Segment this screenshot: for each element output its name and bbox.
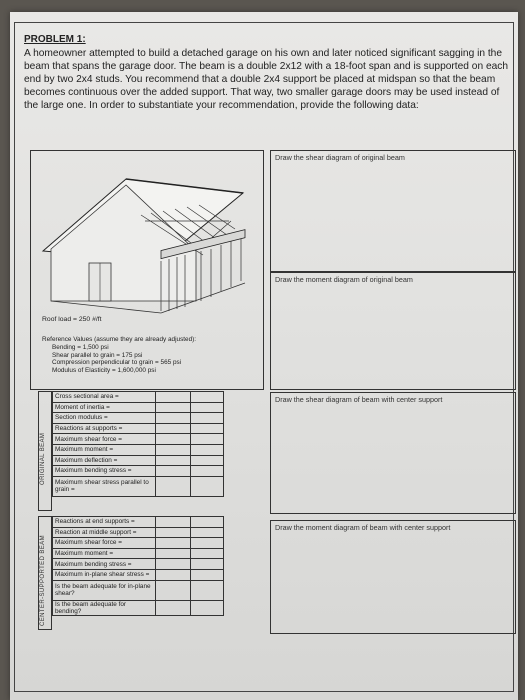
moment-diagram-original-box[interactable]: [270, 272, 516, 390]
answer-cell[interactable]: [191, 455, 224, 466]
row-label: Section modulus =: [53, 413, 156, 424]
answer-cell[interactable]: [191, 600, 224, 615]
answer-cell[interactable]: [191, 527, 224, 538]
moment-diagram-original-label: Draw the moment diagram of original beam: [275, 275, 413, 284]
original-beam-table: [52, 391, 224, 497]
answer-cell[interactable]: [191, 548, 224, 559]
answer-cell[interactable]: [156, 559, 191, 570]
reference-heading: Reference Values (assume they are already adjusted):: [42, 336, 197, 343]
table-row: [53, 434, 224, 445]
row-label: Maximum deflection =: [53, 455, 156, 466]
table-row: [53, 444, 224, 455]
answer-cell[interactable]: [156, 600, 191, 615]
reference-modulus: Modulus of Elasticity = 1,600,000 psi: [52, 367, 156, 375]
row-label: Moment of inertia =: [53, 402, 156, 413]
center-beam-side-label: CENTER-SUPPORTED BEAM: [40, 535, 46, 626]
row-label: Maximum moment =: [53, 444, 156, 455]
row-label: Is the beam adequate for bending?: [53, 600, 156, 615]
original-beam-side-label: ORIGINAL BEAM: [40, 432, 46, 485]
answer-cell[interactable]: [156, 434, 191, 445]
moment-diagram-center-box[interactable]: [270, 520, 516, 634]
answer-cell[interactable]: [156, 569, 191, 580]
problem-statement: A homeowner attempted to build a detached garage on his own and later noticed significant sagging in the beam that spans the garage door. The beam is a double 2x12 with a 18-foot span and is supported on each end by two 2x4 studs. You recommend that a double 2x4 support be placed at midspan so that the beam becomes continuous over the added support. That way, two smaller garage doors may be used instead of the large one. In order to substantiate your recommendation, provide the following data:: [24, 48, 509, 111]
row-label: Reactions at end supports =: [53, 517, 156, 528]
roof-load-label: Roof load = 250 #/ft: [42, 316, 102, 323]
table-row: [53, 600, 224, 615]
answer-cell[interactable]: [156, 455, 191, 466]
answer-cell[interactable]: [156, 517, 191, 528]
answer-cell[interactable]: [191, 559, 224, 570]
row-label: Cross sectional area =: [53, 392, 156, 403]
table-row: [53, 466, 224, 477]
answer-cell[interactable]: [191, 517, 224, 528]
shear-diagram-original-label: Draw the shear diagram of original beam: [275, 153, 405, 162]
table-row: [53, 569, 224, 580]
row-label: Reactions at supports =: [53, 423, 156, 434]
center-beam-table: [52, 516, 224, 616]
table-row: [53, 455, 224, 466]
reference-bending: Bending = 1,500 psi: [52, 343, 109, 351]
answer-cell[interactable]: [156, 444, 191, 455]
answer-cell[interactable]: [156, 580, 191, 600]
row-label: Maximum shear stress parallel to grain =: [53, 476, 156, 496]
answer-cell[interactable]: [156, 476, 191, 496]
answer-cell[interactable]: [191, 402, 224, 413]
table-row: [53, 527, 224, 538]
answer-cell[interactable]: [156, 402, 191, 413]
answer-cell[interactable]: [191, 580, 224, 600]
problem-title: PROBLEM 1:: [24, 34, 86, 45]
table-row: [53, 413, 224, 424]
reference-values: [42, 336, 196, 375]
row-label: Maximum in-plane shear stress =: [53, 569, 156, 580]
row-label: Maximum shear force =: [53, 434, 156, 445]
reference-shear: Shear parallel to grain = 175 psi: [52, 351, 143, 359]
row-label: Is the beam adequate for in-plane shear?: [53, 580, 156, 600]
answer-cell[interactable]: [191, 434, 224, 445]
answer-cell[interactable]: [156, 423, 191, 434]
table-row: [53, 580, 224, 600]
answer-cell[interactable]: [156, 413, 191, 424]
table-row: [53, 402, 224, 413]
shear-diagram-center-label: Draw the shear diagram of beam with center support: [275, 395, 443, 404]
answer-cell[interactable]: [191, 476, 224, 496]
row-label: Maximum moment =: [53, 548, 156, 559]
row-label: Maximum bending stress =: [53, 559, 156, 570]
reference-compression: Compression perpendicular to grain = 565 psi: [52, 359, 182, 367]
table-row: [53, 517, 224, 528]
table-row: [53, 392, 224, 403]
answer-cell[interactable]: [191, 444, 224, 455]
answer-cell[interactable]: [156, 538, 191, 549]
answer-cell[interactable]: [156, 527, 191, 538]
answer-cell[interactable]: [191, 538, 224, 549]
answer-cell[interactable]: [191, 392, 224, 403]
answer-cell[interactable]: [191, 466, 224, 477]
answer-cell[interactable]: [156, 392, 191, 403]
row-label: Reaction at middle support =: [53, 527, 156, 538]
table-row: [53, 423, 224, 434]
table-row: [53, 548, 224, 559]
garage-frame-illustration: [31, 151, 263, 316]
row-label: Maximum bending stress =: [53, 466, 156, 477]
table-row: [53, 476, 224, 496]
table-row: [53, 559, 224, 570]
shear-diagram-original-box[interactable]: [270, 150, 516, 272]
moment-diagram-center-label: Draw the moment diagram of beam with center support: [275, 523, 451, 532]
shear-diagram-center-box[interactable]: [270, 392, 516, 514]
row-label: Maximum shear force =: [53, 538, 156, 549]
answer-cell[interactable]: [191, 569, 224, 580]
table-row: [53, 538, 224, 549]
answer-cell[interactable]: [156, 548, 191, 559]
answer-cell[interactable]: [191, 413, 224, 424]
answer-cell[interactable]: [156, 466, 191, 477]
answer-cell[interactable]: [191, 423, 224, 434]
